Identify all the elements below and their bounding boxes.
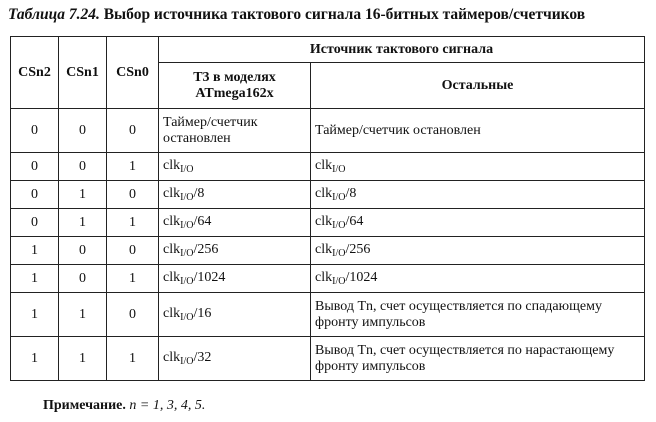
t3-source-cell <box>159 293 311 337</box>
t3-source-cell <box>159 209 311 237</box>
bit-cell-b0: 1 <box>107 265 159 293</box>
t3-source-cell <box>159 237 311 265</box>
t3-source-cell <box>159 265 311 293</box>
header-csn1: CSn1 <box>59 37 107 109</box>
clk-subscript: I/O <box>332 248 346 259</box>
bit-cell-b2: 1 <box>11 337 59 381</box>
bit-cell-b0: 1 <box>107 337 159 381</box>
bit-cell-b1: 1 <box>59 293 107 337</box>
bit-cell-b2: 0 <box>11 109 59 153</box>
note-text: n = 1, 3, 4, 5. <box>129 398 206 413</box>
table-row <box>11 337 645 381</box>
table-row <box>11 181 645 209</box>
clk-base: clk <box>163 242 181 257</box>
clk-base: clk <box>163 350 181 365</box>
table-note <box>43 398 205 414</box>
other-source-cell <box>311 153 645 181</box>
clk-subscript: I/O <box>332 164 346 175</box>
clk-divider: /8 <box>193 186 205 201</box>
source-text: Таймер/счетчик остановлен <box>315 122 481 138</box>
clk-divider: /32 <box>193 350 212 365</box>
clk-base: clk <box>163 270 181 285</box>
t3-source-cell <box>159 181 311 209</box>
source-text: Вывод Tn, счет осуществляется по нарастающему фронту импульсов <box>315 342 615 374</box>
bit-cell-b0: 0 <box>107 181 159 209</box>
clk-divider: /256 <box>345 242 371 257</box>
bit-cell-b1: 0 <box>59 265 107 293</box>
clk-base: clk <box>315 242 333 257</box>
table-title: Выбор источника тактового сигнала 16-битных таймеров/счетчиков <box>103 6 586 23</box>
bit-cell-b0: 1 <box>107 209 159 237</box>
t3-source-cell <box>159 337 311 381</box>
bit-cell-b1: 1 <box>59 337 107 381</box>
bit-cell-b2: 0 <box>11 153 59 181</box>
table-number: Таблица 7.24. <box>8 6 100 23</box>
clk-subscript: I/O <box>332 192 346 203</box>
clock-source-table <box>10 36 645 381</box>
clk-divider: /1024 <box>345 270 378 285</box>
clk-divider: /8 <box>345 186 357 201</box>
clk-subscript: I/O <box>332 276 346 287</box>
clk-divider: /64 <box>193 214 212 229</box>
clk-subscript: I/O <box>180 220 194 231</box>
table-row <box>11 265 645 293</box>
clk-divider: /1024 <box>193 270 226 285</box>
source-text: Таймер/счетчик остановлен <box>163 114 258 146</box>
bit-cell-b2: 1 <box>11 265 59 293</box>
bit-cell-b1: 0 <box>59 237 107 265</box>
table-row <box>11 237 645 265</box>
table-caption <box>8 6 652 24</box>
bit-cell-b1: 0 <box>59 109 107 153</box>
bit-cell-b2: 0 <box>11 181 59 209</box>
clk-base: clk <box>315 158 333 173</box>
bit-cell-b1: 1 <box>59 209 107 237</box>
bit-cell-b0: 0 <box>107 293 159 337</box>
clk-subscript: I/O <box>180 356 194 367</box>
clk-divider: /16 <box>193 306 212 321</box>
note-label: Примечание. <box>43 398 126 413</box>
clk-base: clk <box>163 214 181 229</box>
header-csn2: CSn2 <box>11 37 59 109</box>
clk-base: clk <box>163 158 181 173</box>
bit-cell-b0: 0 <box>107 109 159 153</box>
header-others: Остальные <box>311 63 645 109</box>
clk-divider: /256 <box>193 242 219 257</box>
clk-base: clk <box>315 214 333 229</box>
bit-cell-b1: 0 <box>59 153 107 181</box>
other-source-cell <box>311 237 645 265</box>
bit-cell-b0: 1 <box>107 153 159 181</box>
table-row <box>11 209 645 237</box>
table-row <box>11 109 645 153</box>
bit-cell-b2: 0 <box>11 209 59 237</box>
clk-subscript: I/O <box>180 276 194 287</box>
other-source-cell <box>311 293 645 337</box>
clk-base: clk <box>163 306 181 321</box>
header-t3-line2: ATmega162x <box>195 85 274 101</box>
t3-source-cell <box>159 153 311 181</box>
source-text: Вывод Tn, счет осуществляется по спадающему фронту импульсов <box>315 298 602 330</box>
table-row <box>11 153 645 181</box>
bit-cell-b0: 0 <box>107 237 159 265</box>
header-row-top <box>11 37 645 63</box>
clk-base: clk <box>315 270 333 285</box>
clk-subscript: I/O <box>180 312 194 323</box>
header-t3-atmega162 <box>159 63 311 109</box>
header-t3-line1: T3 в моделях <box>193 69 276 85</box>
clk-subscript: I/O <box>180 248 194 259</box>
clk-base: clk <box>163 186 181 201</box>
other-source-cell <box>311 209 645 237</box>
other-source-cell <box>311 181 645 209</box>
other-source-cell <box>311 265 645 293</box>
bit-cell-b2: 1 <box>11 237 59 265</box>
table-row <box>11 293 645 337</box>
bit-cell-b1: 1 <box>59 181 107 209</box>
clk-subscript: I/O <box>180 164 194 175</box>
t3-source-cell <box>159 109 311 153</box>
clk-subscript: I/O <box>332 220 346 231</box>
other-source-cell <box>311 109 645 153</box>
header-csn0: CSn0 <box>107 37 159 109</box>
bit-cell-b2: 1 <box>11 293 59 337</box>
clk-subscript: I/O <box>180 192 194 203</box>
clk-divider: /64 <box>345 214 364 229</box>
header-clock-source: Источник тактового сигнала <box>159 37 645 63</box>
other-source-cell <box>311 337 645 381</box>
clk-base: clk <box>315 186 333 201</box>
